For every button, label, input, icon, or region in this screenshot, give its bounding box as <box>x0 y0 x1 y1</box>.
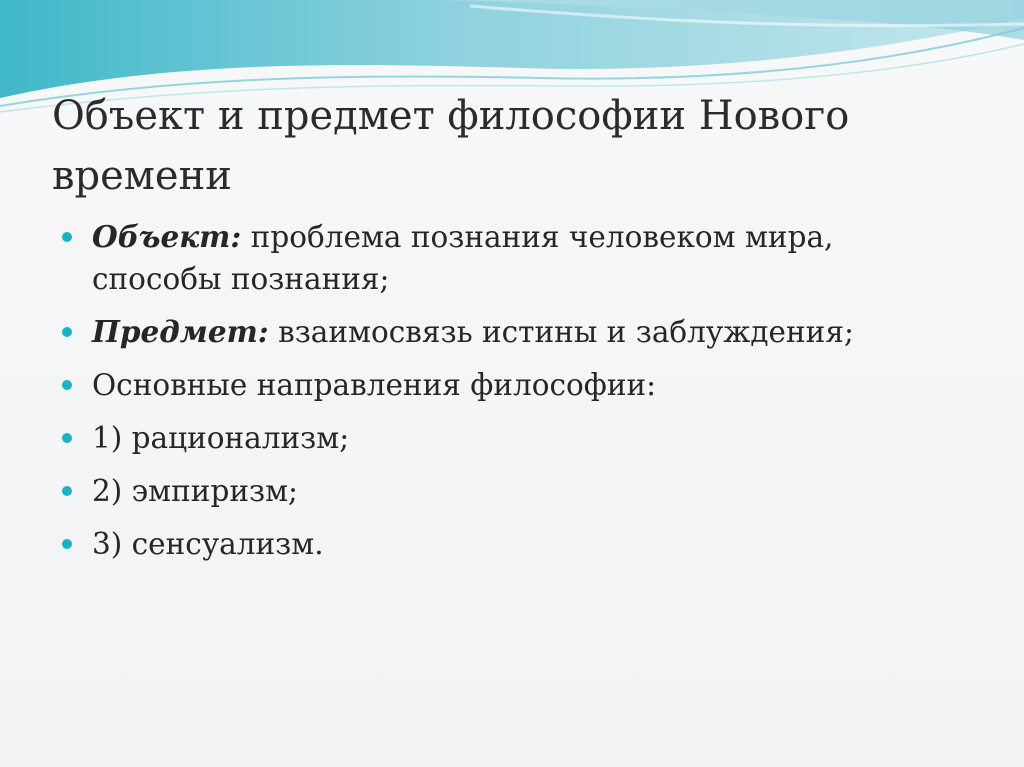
bullet-list <box>62 216 942 576</box>
directions-heading: Основные направления философии: <box>92 368 657 402</box>
list-item <box>62 216 942 300</box>
teal-dot-bullet-icon <box>62 380 72 390</box>
teal-dot-bullet-icon <box>62 327 72 337</box>
object-term: Объект: <box>92 219 242 254</box>
teal-dot-bullet-icon <box>62 433 72 443</box>
list-item <box>62 523 942 565</box>
slide-title: Объект и предмет философии Нового времени <box>52 93 850 199</box>
direction-rationalism: 1) рационализм; <box>92 421 350 455</box>
list-item <box>62 311 942 353</box>
teal-dot-bullet-icon <box>62 539 72 549</box>
direction-sensualism: 3) сенсуализм. <box>92 527 324 561</box>
list-item <box>62 364 942 406</box>
object-description: проблема познания человеком мира, способы познания; <box>92 220 834 296</box>
teal-dot-bullet-icon <box>62 486 72 496</box>
teal-dot-bullet-icon <box>62 232 72 242</box>
direction-empiricism: 2) эмпиризм; <box>92 474 298 508</box>
subject-term: Предмет: <box>92 314 269 349</box>
list-item <box>62 470 942 512</box>
list-item <box>62 417 942 459</box>
subject-description: взаимосвязь истины и заблуждения; <box>268 315 854 349</box>
